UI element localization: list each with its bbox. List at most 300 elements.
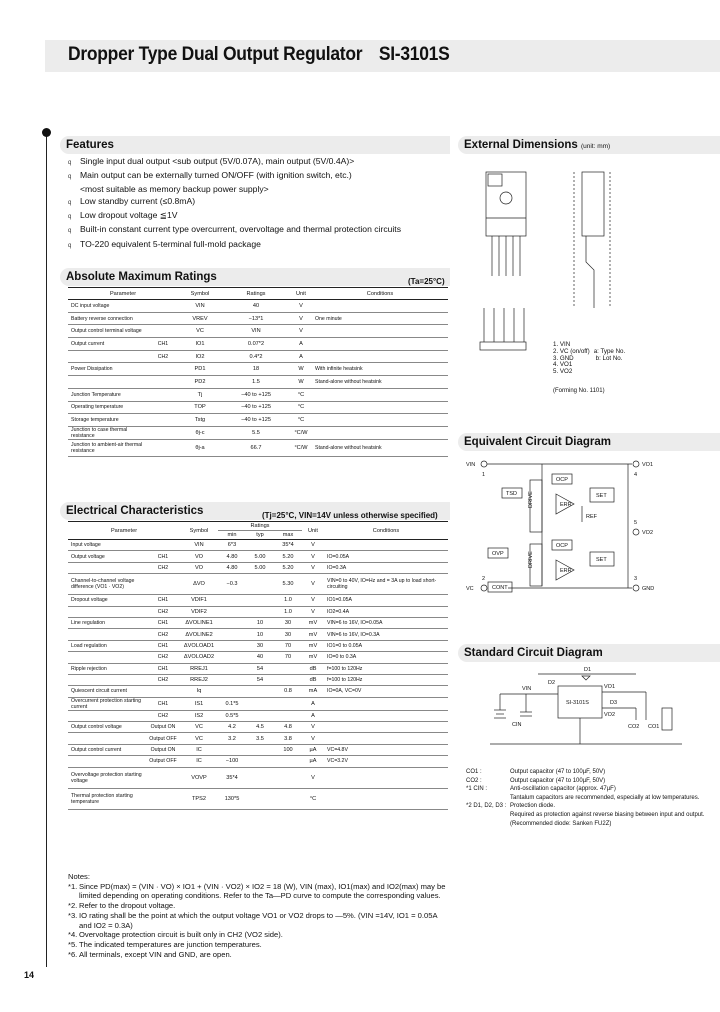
ref-label: REF xyxy=(586,514,597,520)
unit-cell: mV xyxy=(302,629,324,640)
min-cell: 0.5*5 xyxy=(218,710,246,721)
condition-cell: f=100 to 120Hz xyxy=(324,674,448,685)
title-text: Dropper Type Dual Output Regulator xyxy=(68,44,363,65)
table-row xyxy=(68,540,448,551)
vin-label: VIN xyxy=(466,462,476,468)
col-parameter: Parameter xyxy=(68,288,178,300)
table-row xyxy=(68,312,448,325)
feature-text: Low standby current (≤0.8mA) xyxy=(80,196,196,207)
param-cell: Junction Temperature xyxy=(68,388,148,401)
unit-cell: A xyxy=(302,697,324,710)
symbol-cell: Iq xyxy=(180,686,218,697)
param-cell: Power Dissipation xyxy=(68,363,148,376)
ocp-label-1: OCP xyxy=(556,477,568,483)
channel-cell: Output ON xyxy=(146,722,180,733)
note-item xyxy=(68,882,448,901)
features-heading: Features xyxy=(60,136,450,154)
condition-cell xyxy=(312,426,448,439)
param-cell: Junction to ambient-air thermal resistance xyxy=(68,439,148,456)
drive-label-2: DRIVE xyxy=(528,551,534,568)
typ-cell xyxy=(246,710,274,721)
channel-cell xyxy=(146,767,180,788)
symbol-cell: Tstg xyxy=(178,414,222,427)
condition-cell: VIN=6 to 16V, IO=0.05A xyxy=(324,617,448,628)
channel-cell: CH1 xyxy=(146,595,180,606)
condition-cell: IO=0.05A xyxy=(324,551,448,562)
cont-label: CONT xyxy=(492,585,508,591)
note-text: Overvoltage protection circuit is built only in CH2 (VO2 side). xyxy=(79,930,283,940)
col-unit: Unit xyxy=(290,288,312,300)
channel-cell: Output OFF xyxy=(146,733,180,744)
channel-cell xyxy=(146,574,180,595)
param-cell: Output current xyxy=(68,338,148,351)
err-label-2: ERR xyxy=(560,568,572,574)
abs-max-table xyxy=(68,287,448,457)
elec-table xyxy=(68,521,448,810)
min-cell: 6*3 xyxy=(218,540,246,551)
legend-row xyxy=(466,811,706,820)
unit-cell: °C xyxy=(290,388,312,401)
rating-cell: 0.4*2 xyxy=(222,350,290,363)
unit-cell: V xyxy=(290,312,312,325)
condition-cell: VIN=0 to 40V, IO=Hz and = 3A up to load short-circuiting xyxy=(324,574,448,595)
pin4-label: 4 xyxy=(634,472,638,478)
unit-cell: °C xyxy=(302,788,324,809)
unit-cell: °C/W xyxy=(290,426,312,439)
symbol-cell: RREJ2 xyxy=(180,674,218,685)
vo2-label: VO2 xyxy=(642,530,654,536)
legend-row xyxy=(466,794,706,803)
symbol-cell: IC xyxy=(180,744,218,755)
max-cell xyxy=(274,767,302,788)
legend-row xyxy=(466,820,706,829)
legend-value: Anti-oscillation capacitor (approx. 47µF) xyxy=(510,786,616,793)
channel-cell: CH2 xyxy=(148,350,178,363)
symbol-cell: TPS2 xyxy=(180,788,218,809)
max-cell: 4.8 xyxy=(274,722,302,733)
typ-cell: 5.00 xyxy=(246,551,274,562)
typ-cell: 3.5 xyxy=(246,733,274,744)
condition-cell: IO2=0.4A xyxy=(324,606,448,617)
unit-cell: °C xyxy=(290,414,312,427)
rating-cell: −40 to +125 xyxy=(222,401,290,414)
typ-cell: 10 xyxy=(246,617,274,628)
channel-cell: Output OFF xyxy=(146,756,180,767)
unit-cell: µA xyxy=(302,756,324,767)
param-cell: Dropout voltage xyxy=(68,595,146,606)
notes-list xyxy=(68,882,448,960)
typ-cell xyxy=(246,606,274,617)
table-row xyxy=(68,617,448,628)
unit-cell: dB xyxy=(302,663,324,674)
unit-cell: mV xyxy=(302,652,324,663)
std-heading: Standard Circuit Diagram xyxy=(458,644,720,662)
typ-cell: 30 xyxy=(246,640,274,651)
param-cell xyxy=(68,376,148,389)
note-text: All terminals, except VIN and GND, are open. xyxy=(79,949,232,959)
param-cell: Junction to case thermal resistance xyxy=(68,426,148,439)
vo2-terminal xyxy=(633,529,639,535)
table-row xyxy=(68,414,448,427)
max-cell: 1.0 xyxy=(274,595,302,606)
note-item xyxy=(68,901,448,911)
symbol-cell: ΔVO xyxy=(180,574,218,595)
unit-cell: °C xyxy=(290,401,312,414)
table-row xyxy=(68,652,448,663)
unit-cell: A xyxy=(290,338,312,351)
note-key: *3. xyxy=(68,910,78,920)
tsd-label: TSD xyxy=(506,491,517,497)
col-conditions: Conditions xyxy=(312,288,448,300)
condition-cell xyxy=(312,350,448,363)
unit-cell: A xyxy=(302,710,324,721)
package-mark-area xyxy=(488,174,502,186)
feature-text: TO-220 equivalent 5-terminal full-mold package xyxy=(80,238,261,249)
pin-4: 4. VO1 xyxy=(553,361,573,369)
mark-a: a: Type No. xyxy=(593,347,626,355)
channel-cell xyxy=(146,788,180,809)
param-cell: Load regulation xyxy=(68,640,146,651)
equiv-heading: Equivalent Circuit Diagram xyxy=(458,433,720,451)
table-row xyxy=(68,629,448,640)
param-cell: DC input voltage xyxy=(68,300,148,313)
min-cell: −0.3 xyxy=(218,574,246,595)
max-cell: 100 xyxy=(274,744,302,755)
symbol-cell: VDIF1 xyxy=(180,595,218,606)
channel-cell: Output ON xyxy=(146,744,180,755)
symbol-cell: IC xyxy=(180,756,218,767)
table-row xyxy=(68,606,448,617)
ext-dim-heading xyxy=(458,136,720,154)
bottom-view xyxy=(480,342,526,350)
table-row xyxy=(68,663,448,674)
min-cell: 4.80 xyxy=(218,562,246,573)
max-cell: 0.8 xyxy=(274,686,302,697)
unit-cell: V xyxy=(290,300,312,313)
part-number: SI-3101S xyxy=(378,44,450,65)
min-cell xyxy=(218,617,246,628)
param-cell: Output control terminal voltage xyxy=(68,325,148,338)
condition-cell xyxy=(312,300,448,313)
col-max: max xyxy=(274,531,302,540)
max-cell xyxy=(274,697,302,710)
col-parameter: Parameter xyxy=(68,522,180,540)
typ-cell: 10 xyxy=(246,629,274,640)
legend-key xyxy=(466,811,510,820)
param-cell: Overvoltage protection starting voltage xyxy=(68,767,146,788)
min-cell xyxy=(218,744,246,755)
max-cell: 30 xyxy=(274,629,302,640)
rating-cell: −40 to +125 xyxy=(222,414,290,427)
param-cell: Output voltage xyxy=(68,551,146,562)
min-cell xyxy=(218,663,246,674)
legend-row xyxy=(466,802,706,811)
bullet-icon: q xyxy=(68,242,72,249)
condition-cell: Stand-alone without heatsink xyxy=(312,376,448,389)
table-row xyxy=(68,697,448,710)
symbol-cell: VC xyxy=(178,325,222,338)
condition-cell xyxy=(312,338,448,351)
col-unit: Unit xyxy=(302,522,324,540)
elec-heading: Electrical Characteristics xyxy=(60,502,450,520)
feature-text: Built-in constant current type overcurrent, overvoltage and thermal protection circuits xyxy=(80,224,401,235)
pin-2: 2. VC (on/off) xyxy=(553,347,590,355)
feature-text: Main output can be externally turned ON/OFF (with ignition switch, etc.) xyxy=(80,170,352,181)
symbol-cell: PD1 xyxy=(178,363,222,376)
condition-cell xyxy=(312,325,448,338)
legend-value: Output capacitor (47 to 100µF, 50V) xyxy=(510,777,606,784)
note-key: *4. xyxy=(68,930,78,940)
max-cell xyxy=(274,674,302,685)
legend-key xyxy=(466,820,510,829)
min-cell xyxy=(218,595,246,606)
unit-cell: W xyxy=(290,363,312,376)
std-vo1-label: VO1 xyxy=(604,684,616,690)
note-text: Refer to the dropout voltage. xyxy=(79,901,176,911)
param-cell xyxy=(68,733,146,744)
condition-cell: Stand-alone without heatsink xyxy=(312,439,448,456)
condition-cell: With infinite heatsink xyxy=(312,363,448,376)
note-text: The indicated temperatures are junction temperatures. xyxy=(79,939,262,949)
col-ratings: Ratings xyxy=(222,288,290,300)
feature-item xyxy=(68,223,448,237)
min-cell xyxy=(218,686,246,697)
channel-cell: CH1 xyxy=(146,640,180,651)
channel-cell: CH2 xyxy=(146,562,180,573)
channel-cell: CH1 xyxy=(148,338,178,351)
max-cell xyxy=(274,756,302,767)
std-co1-label: CO1 xyxy=(648,724,660,730)
table-row xyxy=(68,551,448,562)
condition-cell xyxy=(324,733,448,744)
channel-cell xyxy=(148,325,178,338)
table-row xyxy=(68,640,448,651)
legend-row xyxy=(466,768,706,777)
condition-cell: One minute xyxy=(312,312,448,325)
table-row xyxy=(68,363,448,376)
symbol-cell: VIN xyxy=(180,540,218,551)
typ-cell: 5.00 xyxy=(246,562,274,573)
unit-cell: dB xyxy=(302,674,324,685)
table-row xyxy=(68,325,448,338)
param-cell xyxy=(68,652,146,663)
max-cell: 70 xyxy=(274,652,302,663)
feature-item xyxy=(68,183,448,195)
symbol-cell: Tj xyxy=(178,388,222,401)
min-cell: 4.2 xyxy=(218,722,246,733)
symbol-cell: VDIF2 xyxy=(180,606,218,617)
condition-cell: VC=4.8V xyxy=(324,744,448,755)
rating-cell: 5.5 xyxy=(222,426,290,439)
channel-cell xyxy=(148,414,178,427)
typ-cell xyxy=(246,540,274,551)
col-symbol: Symbol xyxy=(178,288,222,300)
set-label-2: SET xyxy=(596,557,607,563)
param-cell: Storage temperature xyxy=(68,414,148,427)
channel-cell xyxy=(148,300,178,313)
package-drawing xyxy=(470,158,630,358)
symbol-cell: VC xyxy=(180,722,218,733)
param-cell xyxy=(68,756,146,767)
min-cell: 0.1*5 xyxy=(218,697,246,710)
channel-cell: CH2 xyxy=(146,710,180,721)
feature-text: Single input dual output <sub output (5V/0.07A), main output (5V/0.4A)> xyxy=(80,156,355,166)
equivalent-circuit xyxy=(462,452,694,600)
max-cell xyxy=(274,663,302,674)
unit-cell: W xyxy=(290,376,312,389)
feature-text: Low dropout voltage ≦1V xyxy=(80,210,178,221)
symbol-cell: VC xyxy=(180,733,218,744)
param-cell: Output control current xyxy=(68,744,146,755)
col-conditions: Conditions xyxy=(324,522,448,540)
bullet-icon: q xyxy=(68,200,72,207)
max-cell: 3.8 xyxy=(274,733,302,744)
min-cell: 35*4 xyxy=(218,767,246,788)
typ-cell xyxy=(246,697,274,710)
err-label-1: ERR xyxy=(560,502,572,508)
condition-cell xyxy=(312,401,448,414)
condition-cell: IO1=0 to 0.05A xyxy=(324,640,448,651)
typ-cell xyxy=(246,756,274,767)
feature-item xyxy=(68,209,448,223)
mounting-hole xyxy=(500,192,512,204)
table-row xyxy=(68,388,448,401)
d1-diode-icon xyxy=(582,676,590,680)
channel-cell xyxy=(148,388,178,401)
std-cin-label: CIN xyxy=(512,722,522,728)
unit-cell: V xyxy=(302,595,324,606)
rating-cell: 66.7 xyxy=(222,439,290,456)
condition-cell xyxy=(324,710,448,721)
std-vo2-label: VO2 xyxy=(604,712,616,718)
symbol-cell: RREJ1 xyxy=(180,663,218,674)
typ-cell: 40 xyxy=(246,652,274,663)
legend-row xyxy=(466,785,706,794)
unit-cell: V xyxy=(302,733,324,744)
typ-cell xyxy=(246,744,274,755)
notes xyxy=(68,872,448,959)
condition-cell: IO=0.3A xyxy=(324,562,448,573)
unit-cell: mA xyxy=(302,686,324,697)
unit-cell: mV xyxy=(302,640,324,651)
note-item xyxy=(68,950,448,960)
unit-cell: V xyxy=(302,574,324,595)
condition-cell xyxy=(324,788,448,809)
abs-max-condition: (Ta=25°C) xyxy=(408,277,445,286)
condition-cell: VC=3.2V xyxy=(324,756,448,767)
min-cell: −100 xyxy=(218,756,246,767)
symbol-cell: VO xyxy=(180,562,218,573)
load-resistor xyxy=(662,708,672,730)
feature-item xyxy=(68,195,448,209)
channel-cell xyxy=(146,686,180,697)
channel-cell xyxy=(148,312,178,325)
legend-key: CO2 : xyxy=(466,777,482,784)
set-label-1: SET xyxy=(596,493,607,499)
rating-cell: 1.5 xyxy=(222,376,290,389)
param-cell: Input voltage xyxy=(68,540,146,551)
mark-b: b: Lot No. xyxy=(595,354,623,362)
unit-cell: V xyxy=(302,722,324,733)
condition-cell xyxy=(312,388,448,401)
min-cell xyxy=(218,606,246,617)
table-row xyxy=(68,686,448,697)
channel-cell xyxy=(148,426,178,439)
note-key: *5. xyxy=(68,939,78,949)
legend-key xyxy=(466,794,510,803)
unit-cell: V xyxy=(302,562,324,573)
param-cell: Output control voltage xyxy=(68,722,146,733)
condition-cell: IO1=0.05A xyxy=(324,595,448,606)
typ-cell: 54 xyxy=(246,674,274,685)
notes-heading: Notes: xyxy=(68,872,90,881)
symbol-cell: PD2 xyxy=(178,376,222,389)
legend-key: CO1 : xyxy=(466,769,482,775)
rating-cell: −13*1 xyxy=(222,312,290,325)
note-item xyxy=(68,930,448,940)
legend-value: Required as protection against reverse biasing between input and output. xyxy=(510,811,705,818)
min-cell: 130*5 xyxy=(218,788,246,809)
symbol-cell: ΔVOLOAD1 xyxy=(180,640,218,651)
col-ratings: Ratings xyxy=(218,522,302,531)
note-key: *2. xyxy=(68,901,78,911)
min-cell xyxy=(218,652,246,663)
note-item xyxy=(68,940,448,950)
drive-label-1: DRIVE xyxy=(528,491,534,508)
symbol-cell: θj-a xyxy=(178,439,222,456)
channel-cell: CH2 xyxy=(146,629,180,640)
pin-1: 1. VIN xyxy=(553,341,571,348)
param-cell: Ripple rejection xyxy=(68,663,146,674)
ext-dim-unit: (unit: mm) xyxy=(580,143,611,150)
max-cell: 30 xyxy=(274,617,302,628)
condition-cell: IO=0 to 0.3A xyxy=(324,652,448,663)
param-cell xyxy=(68,606,146,617)
symbol-cell: IS2 xyxy=(180,710,218,721)
channel-cell: CH1 xyxy=(146,697,180,710)
condition-cell: VIN=6 to 16V, IO=0.3A xyxy=(324,629,448,640)
symbol-cell: VREV xyxy=(178,312,222,325)
legend-row xyxy=(466,777,706,786)
rating-cell: 0.07*2 xyxy=(222,338,290,351)
table-row xyxy=(68,595,448,606)
bullet-icon: q xyxy=(68,174,72,181)
margin-dot xyxy=(42,128,51,137)
col-typ: typ xyxy=(246,531,274,540)
typ-cell: 4.5 xyxy=(246,722,274,733)
channel-cell: CH1 xyxy=(146,617,180,628)
table-row xyxy=(68,574,448,595)
symbol-cell: VOVP xyxy=(180,767,218,788)
vo1-terminal xyxy=(633,461,639,467)
channel-cell xyxy=(146,540,180,551)
pin2-label: 2 xyxy=(482,576,486,582)
max-cell: 5.20 xyxy=(274,562,302,573)
pin3-label: 3 xyxy=(634,576,638,582)
param-cell xyxy=(68,350,148,363)
page-number: 14 xyxy=(24,970,35,980)
table-row xyxy=(68,439,448,456)
channel-cell: CH1 xyxy=(146,663,180,674)
table-row xyxy=(68,744,448,755)
param-cell: Line regulation xyxy=(68,617,146,628)
legend-value: Tantalum capacitors are recommended, especially at low temperatures. xyxy=(510,794,700,801)
condition-cell: IO=0A, VC=0V xyxy=(324,686,448,697)
channel-cell xyxy=(148,401,178,414)
param-cell xyxy=(68,629,146,640)
table-row xyxy=(68,562,448,573)
table-row xyxy=(68,350,448,363)
